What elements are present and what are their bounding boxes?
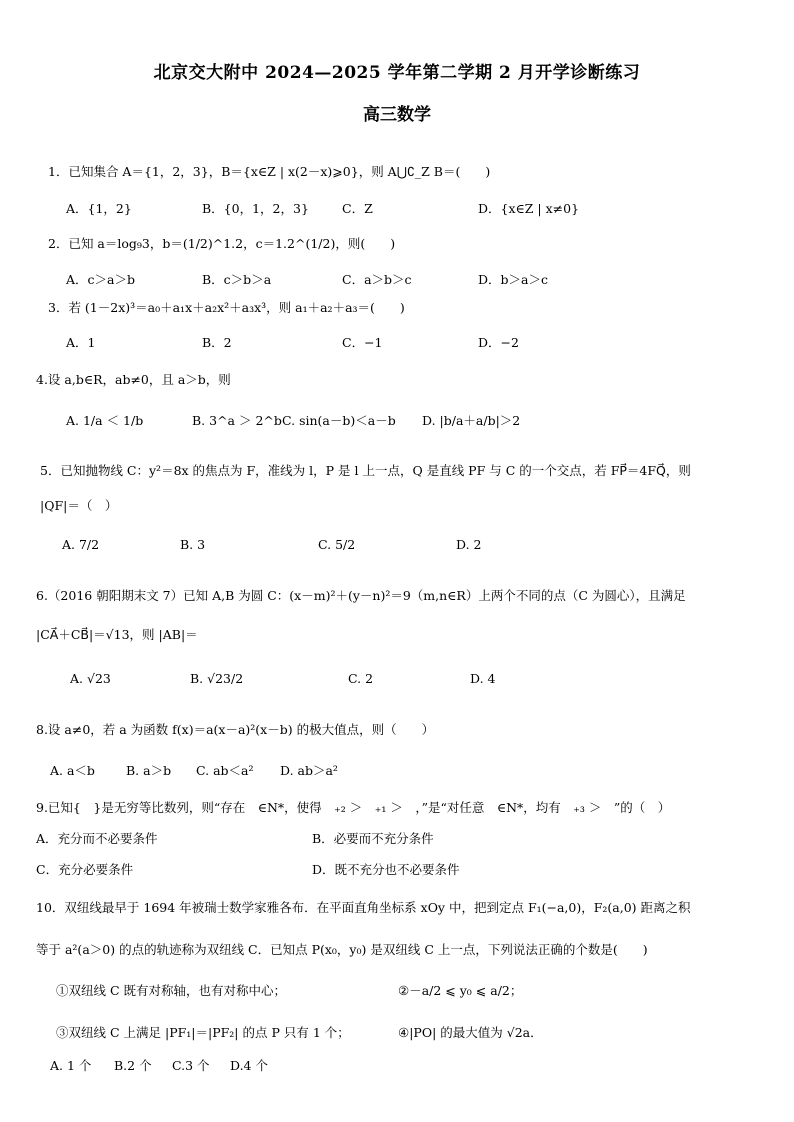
- question-6-stem: 6.（2016 朝阳期末文 7）已知 A,B 为圆 C：(x－m)²＋(y－n)²＝9（m,n∈R）上两个不同的点（C 为圆心），且满足: [36, 588, 686, 603]
- question-9-option-a: A．充分而不必要条件: [36, 831, 158, 846]
- question-3-stem: 3．若 (1－2x)³＝a₀＋a₁x＋a₂x²＋a₃x³，则 a₁＋a₂＋a₃＝( ): [48, 300, 405, 315]
- question-3-option-a: A．1: [66, 335, 96, 350]
- question-5-option-b: B. 3: [180, 537, 206, 552]
- question-5-stem: 5．已知抛物线 C：y²＝8x 的焦点为 F，准线为 l，P 是 l 上一点，Q 是直线 PF 与 C 的一个交点，若 FP⃗＝4FQ⃗，则: [40, 463, 691, 478]
- question-9-option-b: B．必要而不充分条件: [312, 831, 434, 846]
- question-2-option-b: B．c＞b＞a: [202, 272, 272, 287]
- question-10-option-a: A. 1 个: [50, 1058, 92, 1073]
- question-2-stem: 2．已知 a＝log₉3，b＝(1/2)^1.2，c＝1.2^(1/2)，则( ): [48, 236, 396, 251]
- question-8-option-a: A. a＜b: [50, 763, 95, 778]
- page-subtitle: 高三数学: [363, 105, 431, 125]
- question-8-option-d: D. ab＞a²: [280, 763, 338, 778]
- question-9-option-d: D．既不充分也不必要条件: [312, 862, 460, 877]
- question-10-statement-2: ②－a/2 ⩽ y₀ ⩽ a/2；: [398, 983, 523, 998]
- question-1-stem: 1．已知集合 A＝{1，2，3}，B＝{x∈Z | x(2－x)⩾0}，则 A⋃∁_Z B＝( ): [48, 164, 491, 179]
- question-4-option-d: D. |b/a＋a/b|＞2: [422, 413, 521, 428]
- question-4-option-b: B. 3^a ＞ 2^b: [192, 413, 282, 428]
- question-1-option-c: C．Z: [342, 201, 373, 216]
- question-3-option-b: B．2: [202, 335, 232, 350]
- question-8-option-c: C. ab＜a²: [196, 763, 254, 778]
- question-3-option-d: D．−2: [478, 335, 519, 350]
- question-6-option-c: C. 2: [348, 671, 374, 686]
- question-6-option-a: A. √23: [70, 671, 111, 686]
- question-1-option-b: B．{0，1，2，3}: [202, 201, 309, 216]
- question-6-option-b: B. √23/2: [190, 671, 244, 686]
- question-10-statement-4: ④|PO| 的最大值为 √2a．: [398, 1025, 543, 1040]
- question-10-statement-1: ①双纽线 C 既有对称轴，也有对称中心；: [56, 983, 287, 998]
- question-2-option-c: C．a＞b＞c: [342, 272, 412, 287]
- question-5-option-d: D. 2: [456, 537, 482, 552]
- question-9-stem: 9.已知{ }是无穷等比数列，则“存在 ∈N*，使得 ₊₂ ＞ ₊₁ ＞ ，”是“对任意 ∈N*，均有 ₊₃ ＞ ”的（ ）: [36, 800, 671, 815]
- question-10-stem: 10．双纽线最早于 1694 年被瑞士数学家雅各布．在平面直角坐标系 xOy 中，把到定点 F₁(−a,0)，F₂(a,0) 距离之积: [36, 900, 691, 915]
- question-8-option-b: B. a＞b: [126, 763, 172, 778]
- question-9-option-c: C．充分必要条件: [36, 862, 134, 877]
- question-5-option-a: A. 7/2: [62, 537, 100, 552]
- question-10-statement-3: ③双纽线 C 上满足 |PF₁|＝|PF₂| 的点 P 只有 1 个；: [56, 1025, 350, 1040]
- question-4-stem: 4.设 a,b∈R，ab≠0，且 a＞b，则: [36, 372, 231, 387]
- question-1-option-a: A．{1，2}: [66, 201, 132, 216]
- question-8-stem: 8.设 a≠0，若 a 为函数 f(x)＝a(x－a)²(x－b) 的极大值点，则（ ）: [36, 722, 435, 737]
- page-title: 北京交大附中 2024—2025 学年第二学期 2 月开学诊断练习: [153, 63, 641, 83]
- question-10-option-b: B.2 个: [114, 1058, 152, 1073]
- question-1-option-d: D．{x∈Z | x≠0}: [478, 201, 580, 216]
- question-6-stem-line-2: |CA⃗＋CB⃗|＝√13，则 |AB|＝: [36, 627, 198, 642]
- question-10-option-d: D.4 个: [230, 1058, 268, 1073]
- question-2-option-a: A．c＞a＞b: [66, 272, 135, 287]
- question-5-stem-line-2: |QF|＝（ ）: [40, 498, 118, 513]
- question-2-option-d: D．b＞a＞c: [478, 272, 548, 287]
- question-5-option-c: C. 5/2: [318, 537, 356, 552]
- question-10-option-c: C.3 个: [172, 1058, 210, 1073]
- question-4-option-a: A. 1/a ＜ 1/b: [66, 413, 144, 428]
- question-4-option-c: C. sin(a－b)＜a－b: [282, 413, 396, 428]
- question-6-option-d: D. 4: [470, 671, 496, 686]
- question-10-stem-line-2: 等于 a²(a＞0) 的点的轨迹称为双纽线 C．已知点 P(x₀，y₀) 是双纽线 C 上一点，下列说法正确的个数是( ): [36, 942, 648, 957]
- question-3-option-c: C．−1: [342, 335, 383, 350]
